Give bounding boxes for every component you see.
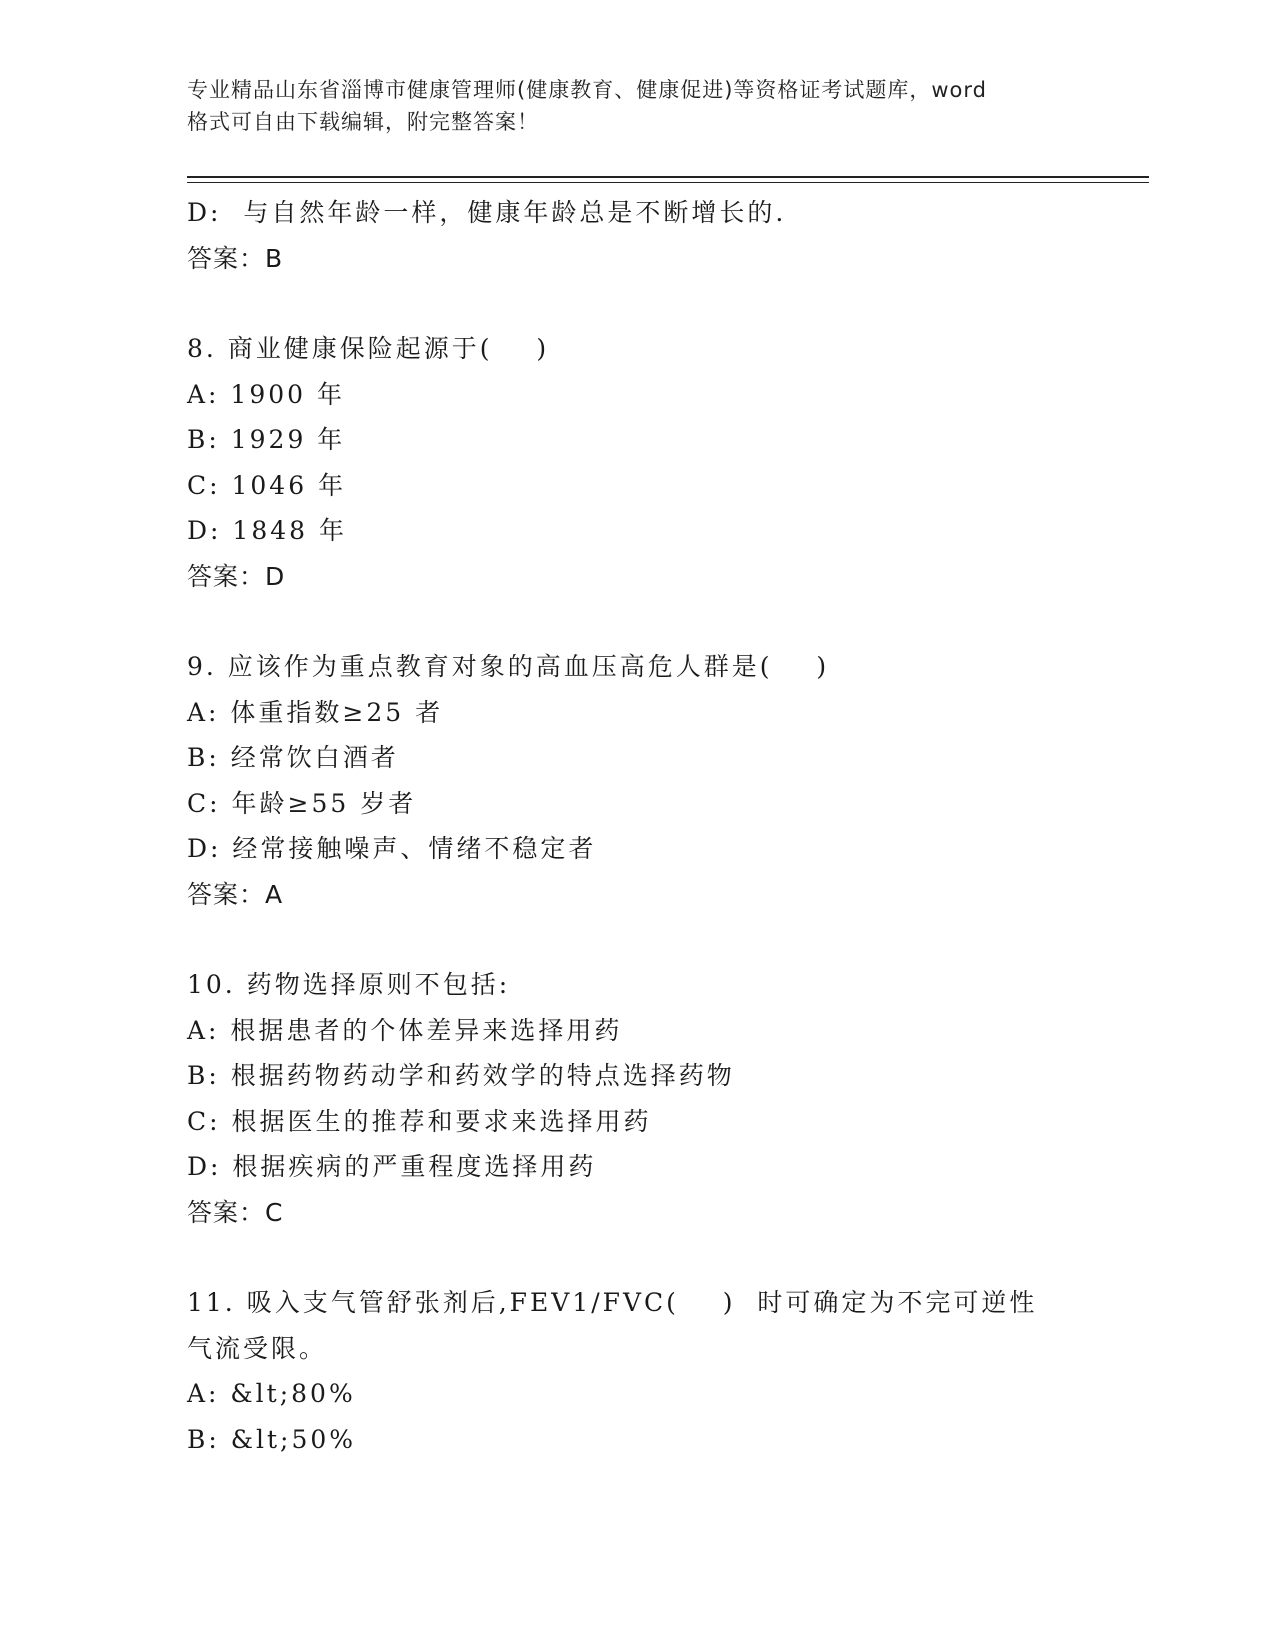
option-b: B: 1929 年 [187,425,346,454]
header-rule-thin [187,182,1149,183]
question-8 [187,326,1147,599]
answer: 答案：C [187,1197,284,1227]
option-a: A: 根据患者的个体差异来选择用药 [187,1015,623,1045]
question-stem-continued: 气流受限。 [187,1333,328,1363]
option-d: D: 1848 年 [187,516,347,545]
option-c: C: 1046 年 [187,470,347,500]
option-d: D: 经常接触噪声、情绪不稳定者 [187,834,597,863]
option-c: C: 根据医生的推荐和要求来选择用药 [187,1106,652,1136]
option-a: A: &lt;80% [187,1379,356,1408]
question-10 [187,962,1147,1235]
option-b: B: 根据药物药动学和药效学的特点选择药物 [187,1061,735,1090]
question-stem: 11. 吸入支气管舒张剂后,FEV1/FVC( ) 时可确定为不完可逆性 [187,1288,1038,1317]
document-header [187,74,1087,138]
header-rule-thick [187,176,1149,178]
question-list [187,190,1147,1462]
option-c: C: 年龄≥55 岁者 [187,788,417,818]
option-b: B: 经常饮白酒者 [187,743,399,772]
answer: 答案：A [187,879,284,909]
question-stem: 8. 商业健康保险起源于( ) [187,334,550,363]
header-line-1: 专业精品山东省淄博市健康管理师(健康教育、健康促进)等资格证考试题库，word [187,78,988,102]
answer: 答案：D [187,561,286,591]
question-stem: 10. 药物选择原则不包括: [187,970,511,999]
option-d: D: 根据疾病的严重程度选择用药 [187,1152,597,1181]
header-line-2: 格式可自由下载编辑，附完整答案！ [187,110,539,134]
option-a: A: 体重指数≥25 者 [187,697,444,727]
answer: 答案：B [187,243,284,273]
question-stem: 9. 应该作为重点教育对象的高血压高危人群是( ) [187,652,830,681]
option-d: D: 与自然年龄一样，健康年龄总是不断增长的. [187,198,787,227]
option-a: A: 1900 年 [187,379,345,409]
question-9 [187,644,1147,917]
question-11 [187,1280,1147,1462]
option-b: B: &lt;50% [187,1424,357,1454]
